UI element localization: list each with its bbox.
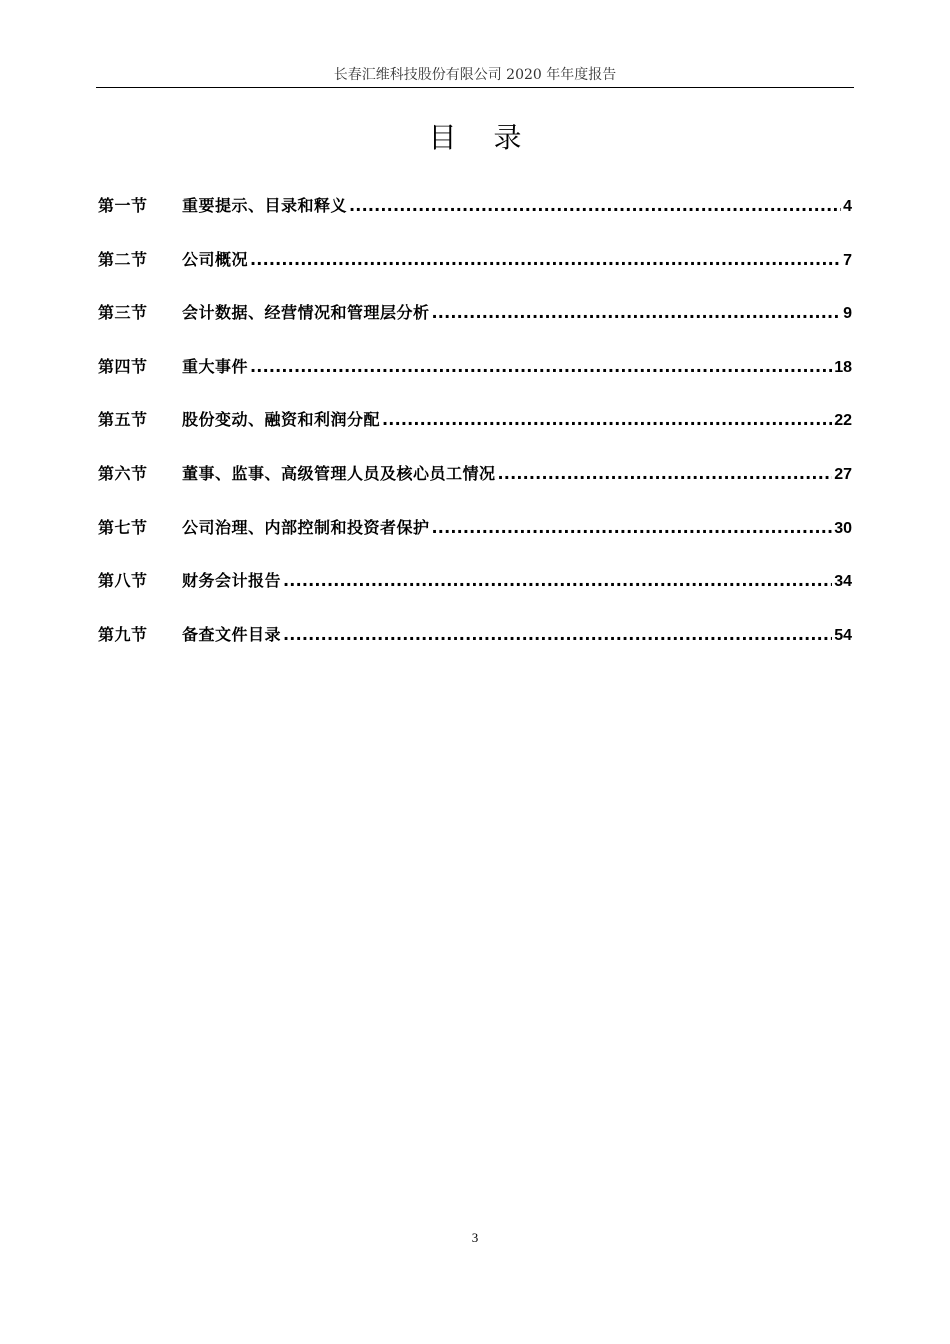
- toc-entry-number: 第四节: [98, 356, 148, 376]
- toc-entry-label: 股份变动、融资和利润分配: [182, 410, 381, 430]
- toc-entry-label: 重大事件: [182, 356, 249, 376]
- toc-dot-leader: [250, 246, 841, 274]
- toc-dot-leader: [382, 406, 832, 434]
- toc-entry-page: 18: [834, 358, 852, 376]
- toc-entry-number: 第一节: [98, 196, 148, 215]
- toc-entry-3[interactable]: [98, 299, 852, 353]
- toc-dot-leader: [498, 460, 833, 488]
- table-of-contents: [98, 192, 852, 674]
- toc-entry-number: 第六节: [98, 463, 148, 483]
- toc-entry-page: 54: [834, 626, 852, 644]
- toc-title: 目 录: [428, 121, 536, 154]
- toc-entry-label: 公司治理、内部控制和投资者保护: [182, 517, 430, 537]
- toc-entry-number: 第八节: [98, 571, 148, 591]
- toc-entry-1[interactable]: [98, 192, 852, 246]
- toc-entry-page: 27: [834, 465, 852, 483]
- toc-entry-number: 第三节: [98, 303, 148, 323]
- toc-entry-number: 第二节: [98, 249, 148, 269]
- toc-entry-number: 第五节: [98, 410, 148, 430]
- toc-entry-label: 会计数据、经营情况和管理层分析: [182, 303, 430, 323]
- toc-entry-8[interactable]: [98, 567, 852, 621]
- toc-entry-page: 30: [834, 519, 852, 537]
- toc-entry-number: 第七节: [98, 517, 148, 537]
- toc-dot-leader: [349, 192, 841, 220]
- page-number: 3: [471, 1230, 479, 1245]
- toc-dot-leader: [432, 299, 842, 327]
- toc-entry-label: 财务会计报告: [182, 571, 282, 591]
- toc-entry-2[interactable]: [98, 246, 852, 300]
- toc-entry-5[interactable]: [98, 406, 852, 460]
- toc-entry-label: 备查文件目录: [182, 624, 282, 644]
- toc-dot-leader: [250, 353, 832, 381]
- toc-entry-page: 22: [834, 412, 852, 430]
- toc-entry-9[interactable]: [98, 621, 852, 675]
- toc-entry-page: 4: [843, 198, 852, 215]
- toc-dot-leader: [432, 514, 833, 542]
- toc-entry-page: 9: [843, 305, 852, 323]
- running-header: 长春汇维科技股份有限公司 2020 年年度报告: [333, 67, 617, 83]
- toc-entry-label: 董事、监事、高级管理人员及核心员工情况: [182, 463, 496, 483]
- toc-dot-leader: [283, 567, 832, 595]
- toc-entry-page: 7: [843, 251, 852, 269]
- toc-entry-label: 公司概况: [182, 249, 249, 269]
- toc-entry-page: 34: [834, 573, 852, 591]
- toc-entry-number: 第九节: [98, 624, 148, 644]
- header-rule: [96, 87, 854, 88]
- toc-entry-6[interactable]: [98, 460, 852, 514]
- toc-dot-leader: [283, 621, 832, 649]
- toc-entry-4[interactable]: [98, 353, 852, 407]
- toc-entry-label: 重要提示、目录和释义: [182, 196, 348, 215]
- toc-entry-7[interactable]: [98, 514, 852, 568]
